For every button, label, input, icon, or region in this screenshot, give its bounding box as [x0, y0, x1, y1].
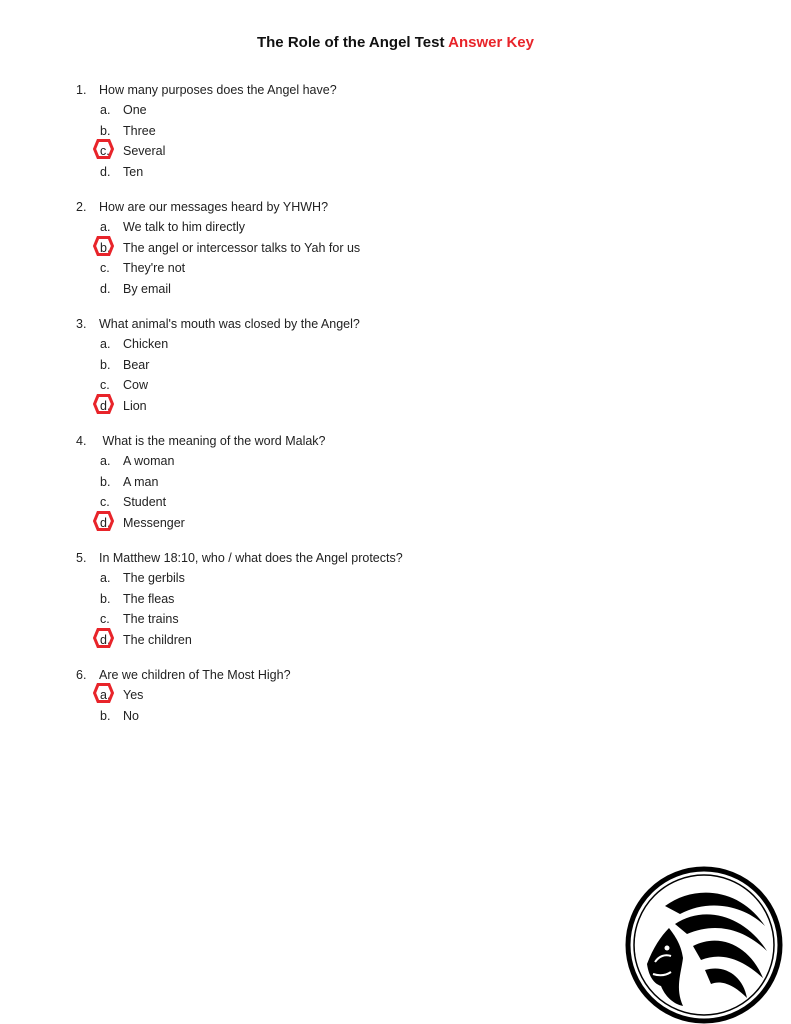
option-letter-text: c.: [100, 495, 110, 510]
answer-option: [76, 238, 636, 259]
option-letter: [100, 124, 123, 138]
option-letter: [100, 592, 123, 606]
answer-option: [76, 162, 636, 183]
option-letter-text: a.: [100, 571, 111, 586]
option-text: The trains: [123, 612, 179, 627]
option-letter-text: a.: [100, 103, 111, 118]
question-4: [76, 431, 636, 533]
option-letter-text: d.: [100, 398, 111, 413]
question-number: 5.: [76, 551, 87, 565]
question-number: 3.: [76, 317, 87, 331]
option-letter-text: c.: [100, 612, 110, 627]
option-text: Bear: [123, 357, 150, 372]
option-text: No: [123, 708, 139, 723]
question-prompt: [76, 80, 636, 100]
question-3: [76, 314, 636, 416]
option-text: We talk to him directly: [123, 220, 246, 235]
answer-option: [76, 472, 636, 493]
option-text: Messenger: [123, 515, 185, 530]
option-text: The gerbils: [123, 571, 185, 586]
question-prompt: [76, 665, 636, 685]
answer-option: [76, 568, 636, 589]
question-list: [76, 80, 636, 741]
option-text: Several: [123, 144, 166, 159]
option-letter: [100, 399, 123, 413]
question-5: [76, 548, 636, 650]
answer-option: [76, 375, 636, 396]
option-letter-text: c.: [100, 261, 110, 276]
answer-option: [76, 334, 636, 355]
answer-option: [76, 279, 636, 300]
option-text: Lion: [123, 398, 147, 413]
question-text: How are our messages heard by YHWH?: [99, 200, 329, 214]
option-letter: [100, 612, 123, 626]
question-text: In Matthew 18:10, who / what does the Angel protects?: [99, 551, 403, 565]
answer-option: [76, 706, 636, 727]
option-letter: [100, 495, 123, 509]
question-prompt: [76, 314, 636, 334]
answer-option: [76, 355, 636, 376]
option-letter-text: a.: [100, 220, 111, 235]
option-text: Chicken: [123, 337, 169, 352]
option-letter-text: d.: [100, 632, 111, 647]
question-2: [76, 197, 636, 299]
answer-option: [76, 396, 636, 417]
option-letter: [100, 378, 123, 392]
answer-option: [76, 100, 636, 121]
question-number: 2.: [76, 200, 87, 214]
option-text: Student: [123, 495, 167, 510]
option-letter: [100, 220, 123, 234]
answer-option: [76, 121, 636, 142]
option-text: By email: [123, 281, 171, 296]
title-main: The Role of the Angel Test: [256, 34, 445, 51]
option-letter: [100, 165, 123, 179]
option-letter: [100, 358, 123, 372]
question-text: Are we children of The Most High?: [99, 668, 291, 682]
option-text: Yes: [123, 688, 144, 703]
option-letter-text: d.: [100, 164, 111, 179]
question-text: How many purposes does the Angel have?: [99, 83, 337, 97]
option-letter-text: b.: [100, 708, 111, 723]
option-text: One: [123, 103, 147, 118]
option-letter: [100, 241, 123, 255]
option-letter: [100, 454, 123, 468]
question-6: [76, 665, 636, 726]
option-letter: [100, 516, 123, 530]
option-letter-text: d.: [100, 515, 111, 530]
option-letter: [100, 103, 123, 117]
option-letter-text: a.: [100, 337, 111, 352]
answer-option: [76, 513, 636, 534]
option-letter-text: c.: [100, 378, 110, 393]
option-text: A man: [123, 474, 159, 489]
question-prompt: [76, 197, 636, 217]
option-letter: [100, 337, 123, 351]
option-letter: [100, 144, 123, 158]
option-letter: [100, 688, 123, 702]
question-1: [76, 80, 636, 182]
question-prompt: [76, 431, 636, 451]
option-text: A woman: [123, 454, 175, 469]
answer-option: [76, 141, 636, 162]
option-text: Three: [123, 123, 156, 138]
option-letter-text: a.: [100, 454, 111, 469]
option-letter: [100, 261, 123, 275]
lion-head-icon: [625, 866, 783, 1024]
option-text: Cow: [123, 378, 149, 393]
option-text: Ten: [123, 164, 144, 179]
option-letter-text: d.: [100, 281, 111, 296]
option-letter-text: b.: [100, 240, 111, 255]
question-prompt: [76, 548, 636, 568]
question-text: What animal's mouth was closed by the Angel?: [99, 317, 360, 331]
option-letter: [100, 633, 123, 647]
option-letter-text: a.: [100, 688, 111, 703]
title-answer-key: Answer Key: [448, 34, 534, 51]
question-number: 6.: [76, 668, 87, 682]
option-text: The children: [123, 632, 192, 647]
answer-option: [76, 217, 636, 238]
answer-option: [76, 258, 636, 279]
question-text: What is the meaning of the word Malak?: [99, 434, 326, 448]
option-letter: [100, 475, 123, 489]
answer-option: [76, 451, 636, 472]
answer-option: [76, 589, 636, 610]
question-number: 4.: [76, 434, 87, 448]
answer-option: [76, 492, 636, 513]
option-letter-text: b.: [100, 123, 111, 138]
option-letter-text: b.: [100, 357, 111, 372]
option-letter: [100, 571, 123, 585]
page-title: [0, 34, 791, 51]
option-letter: [100, 709, 123, 723]
answer-option: [76, 685, 636, 706]
option-letter-text: b.: [100, 591, 111, 606]
answer-option: [76, 630, 636, 651]
answer-option: [76, 609, 636, 630]
option-text: The fleas: [123, 591, 175, 606]
option-text: They're not: [123, 261, 186, 276]
question-number: 1.: [76, 83, 87, 97]
option-letter-text: b.: [100, 474, 111, 489]
option-letter: [100, 282, 123, 296]
option-text: The angel or intercessor talks to Yah for us: [123, 240, 361, 255]
option-letter-text: c.: [100, 144, 110, 159]
